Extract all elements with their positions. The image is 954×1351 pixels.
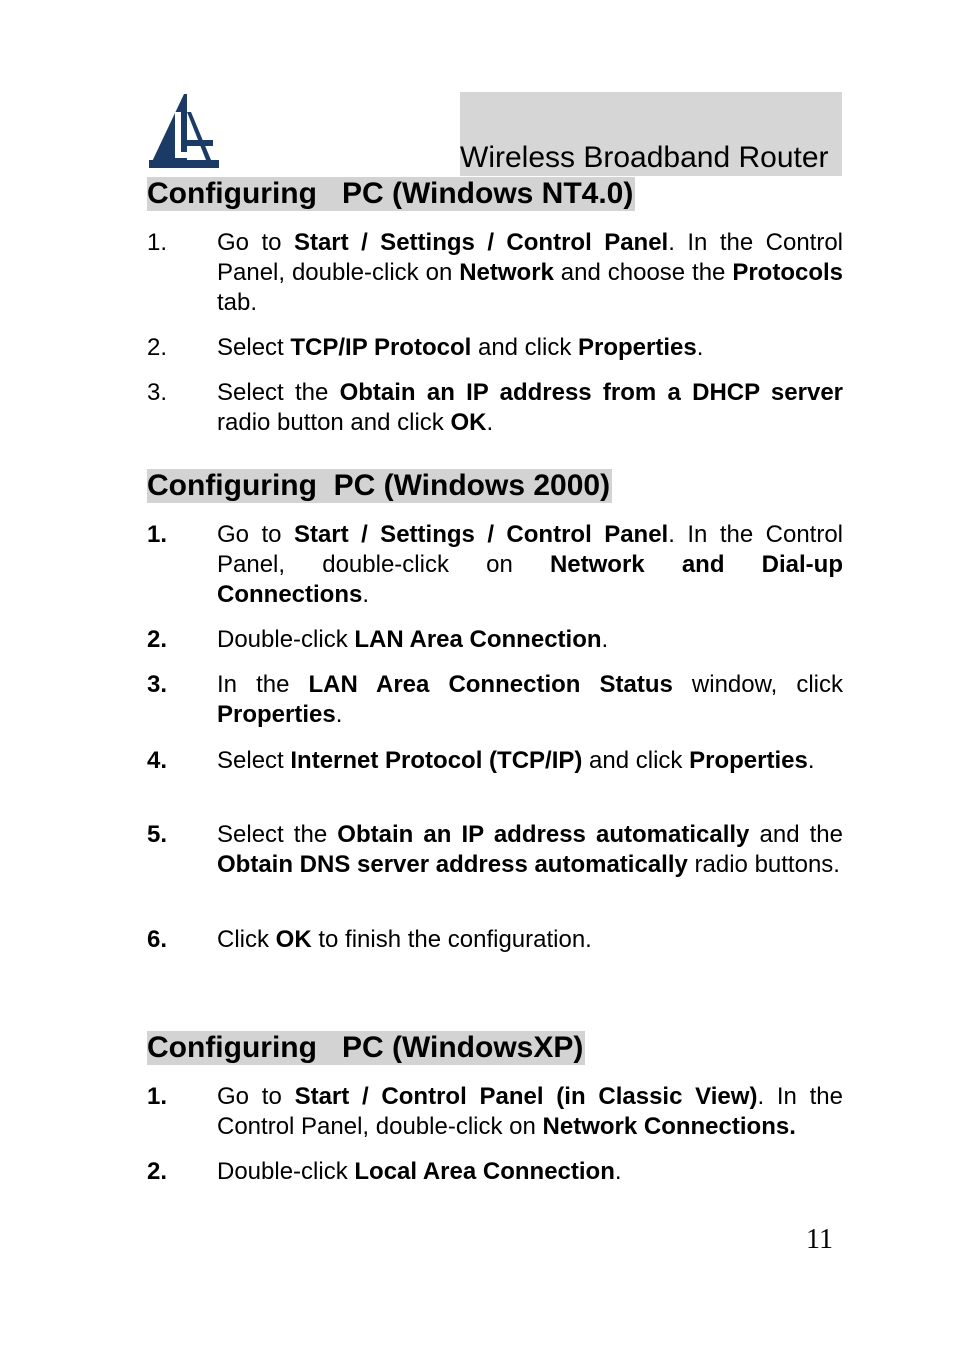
step-text-run: and choose the <box>553 259 733 286</box>
step-text-bold: Start / Settings / Control Panel <box>293 229 669 256</box>
step-text-run: Go to <box>217 521 294 548</box>
step-number: 2. <box>147 1158 168 1185</box>
step-text-run: tab. <box>217 289 258 316</box>
section-title-nt4: Configuring PC (Windows NT4.0) <box>147 177 634 210</box>
step-text <box>217 1082 843 1142</box>
atlantis-logo <box>147 92 219 170</box>
step-2000-1 <box>147 520 843 610</box>
step-number: 4. <box>147 747 168 774</box>
step-text-run: to finish the configuration. <box>311 926 592 953</box>
step-text-run: Select the <box>217 379 340 406</box>
step-text-run: In the <box>217 671 309 698</box>
step-text-run: Go to <box>217 229 294 256</box>
step-text-bold: Network <box>459 259 554 286</box>
step-text <box>217 333 843 363</box>
step-text-run: radio buttons. <box>687 851 840 878</box>
step-text <box>217 378 843 438</box>
step-text-run: . <box>601 626 609 653</box>
step-text-bold: Network Connections. <box>542 1113 796 1140</box>
step-nt4-1 <box>147 228 843 318</box>
step-text <box>217 228 843 318</box>
step-number: 1. <box>147 521 168 548</box>
step-2000-4 <box>147 746 843 776</box>
step-text-bold: LAN Area Connection Status <box>308 671 673 698</box>
step-text-bold: LAN Area Connection <box>354 626 602 653</box>
header-title: Wireless Broadband Router <box>460 141 829 174</box>
step-text-run: . <box>807 747 815 774</box>
step-text-bold: OK <box>275 926 312 953</box>
section-title-xp: Configuring PC (WindowsXP) <box>147 1031 584 1064</box>
step-text-run: . In the Control Panel, double-click on <box>217 229 844 286</box>
step-text-run: . <box>362 581 370 608</box>
step-number: 3. <box>147 671 168 698</box>
step-text-run: Click <box>217 926 276 953</box>
step-2000-3 <box>147 670 843 730</box>
step-nt4-3 <box>147 378 843 438</box>
step-text-bold: TCP/IP Protocol <box>290 334 472 361</box>
step-xp-2 <box>147 1157 843 1187</box>
step-text-bold: Properties <box>689 747 808 774</box>
step-text <box>217 1157 843 1187</box>
step-xp-1 <box>147 1082 843 1142</box>
step-2000-5 <box>147 820 843 880</box>
step-number: 2. <box>147 626 168 653</box>
step-text-bold: Network and Dial-up Connections <box>217 551 843 608</box>
step-text <box>217 670 843 730</box>
step-text-run: Go to <box>217 1083 295 1110</box>
step-text-run: and the <box>749 821 844 848</box>
step-text-run: . <box>614 1158 622 1185</box>
step-number: 3. <box>147 379 168 406</box>
step-2000-6 <box>147 925 843 955</box>
step-text-run: . In the Control Panel, double-click on <box>217 521 844 578</box>
page-number: 11 <box>806 1224 833 1255</box>
step-text-bold: Obtain an IP address automatically <box>337 821 750 848</box>
step-text-bold: Start / Control Panel (in Classic View) <box>294 1083 758 1110</box>
step-text <box>217 925 843 955</box>
step-text-bold: Local Area Connection <box>354 1158 615 1185</box>
step-text-bold: Obtain DNS server address automatically <box>217 851 688 878</box>
step-text-run: . <box>335 701 343 728</box>
step-text <box>217 746 843 776</box>
step-text-bold: Protocols <box>732 259 844 286</box>
step-text-run: Select <box>217 747 291 774</box>
step-text-bold: OK <box>450 409 487 436</box>
step-text-bold: Properties <box>217 701 336 728</box>
step-text-run: Double-click <box>217 626 355 653</box>
step-text-run: . In the Control Panel, double-click on <box>217 1083 844 1140</box>
step-text-bold: Properties <box>578 334 697 361</box>
step-number: 1. <box>147 229 168 256</box>
step-number: 1. <box>147 1083 168 1110</box>
step-2000-2 <box>147 625 843 655</box>
step-text-bold: Obtain an IP address from a DHCP server <box>339 379 844 406</box>
step-text-run: Select the <box>217 821 338 848</box>
step-number: 5. <box>147 821 168 848</box>
step-text-bold: Internet Protocol (TCP/IP) <box>290 747 583 774</box>
step-text-run: and click <box>582 747 690 774</box>
step-number: 2. <box>147 334 168 361</box>
step-text-run: . <box>696 334 704 361</box>
step-text <box>217 625 843 655</box>
step-nt4-2 <box>147 333 843 363</box>
section-title-2000: Configuring PC (Windows 2000) <box>147 469 611 502</box>
step-text-run: Select <box>217 334 291 361</box>
step-text-run: Double-click <box>217 1158 355 1185</box>
step-text-run: radio button and click <box>217 409 451 436</box>
step-text-bold: Start / Settings / Control Panel <box>293 521 669 548</box>
step-text-run: and click <box>471 334 579 361</box>
step-number: 6. <box>147 926 168 953</box>
step-text <box>217 520 843 610</box>
step-text <box>217 820 843 880</box>
step-text-run: . <box>486 409 494 436</box>
step-text-run: window, click <box>672 671 844 698</box>
